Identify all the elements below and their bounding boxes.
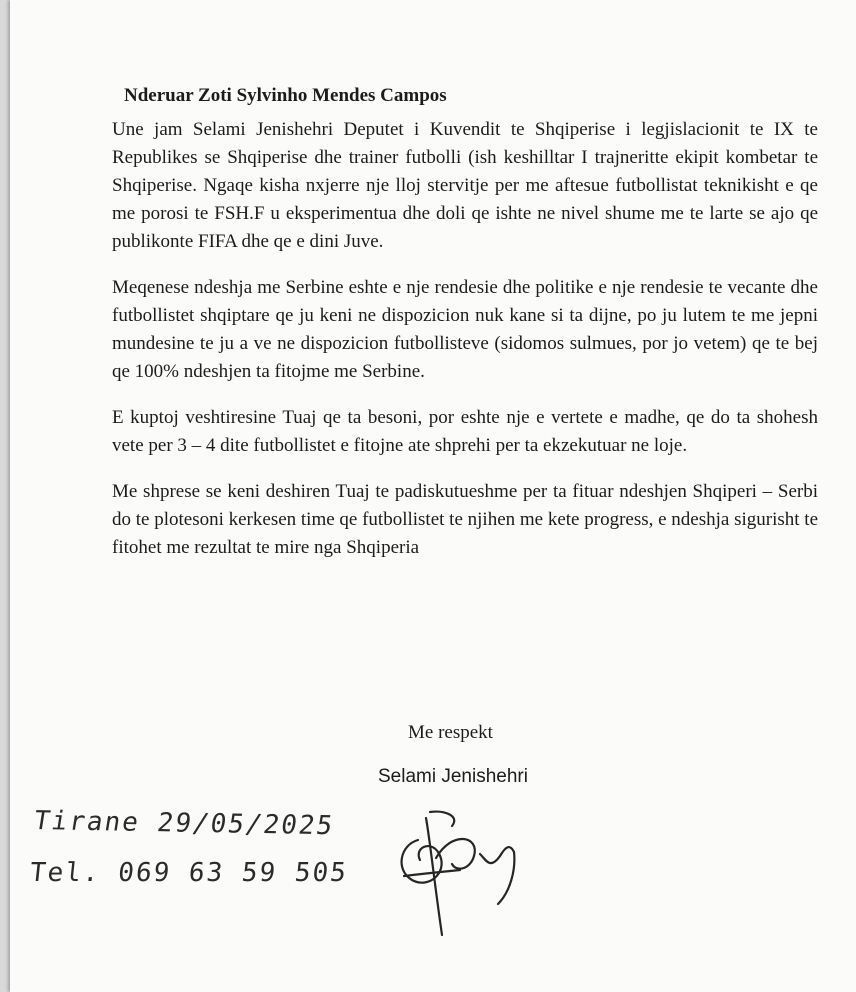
paragraph-3: E kuptoj veshtiresine Tuaj qe ta besoni, por eshte nje e vertete e madhe, qe do ta shohesh vete per 3 – 4 dite futbollistet e fitojne ate shprehi per ta ekzekutuar ne loje.: [112, 407, 818, 456]
handwritten-phone: Tel. 069 63 59 505: [28, 858, 350, 888]
paragraph-1: Une jam Selami Jenishehri Deputet i Kuvendit te Shqiperise i legjislacionit te IX te Republikes se Shqiperise dhe trainer futbolli (ish keshilltar I trajneritte ekipit kombetar te Shqiperise. Ngaqe kisha nxjerre nje lloj stervitje per me aftesue futbollistat teknikisht e qe me porosi te FSH.F u eksperimentua dhe doli qe ishte ne nivel shume me te larte se ajo qe publikonte FIFA dhe qe e dini Juve.: [112, 119, 818, 252]
handwritten-date: Tirane 29/05/2025: [31, 806, 337, 842]
signature-drawing: [390, 800, 540, 940]
letter-page: [10, 0, 856, 992]
closing-phrase: Me respekt: [408, 722, 493, 743]
salutation: Nderuar Zoti Sylvinho Mendes Campos: [124, 85, 447, 106]
paragraph-4: Me shprese se keni deshiren Tuaj te padiskutueshme per ta fituar ndeshjen Shqiperi – Serbi do te plotesoni kerkesen time qe futbollistet te njihen me kete progress, e ndeshja sigurisht te fitohet me rezultat te mire nga Shqiperia: [112, 481, 818, 558]
letter-body: [112, 82, 818, 580]
paragraph-2: Meqenese ndeshja me Serbine eshte e nje rendesie dhe politike e nje rendesie te vecante dhe futbollistet shqiptare qe ju keni ne dispozicion nuk kane si ta dijne, po ju lutem te me jepni mundesine te ju a ve ne dispozicion futbollisteve (sidomos sulmues, por jo vetem) qe te bej qe 100% ndeshjen ta fitojme me Serbine.: [112, 277, 818, 382]
signer-name: Selami Jenishehri: [378, 766, 528, 787]
